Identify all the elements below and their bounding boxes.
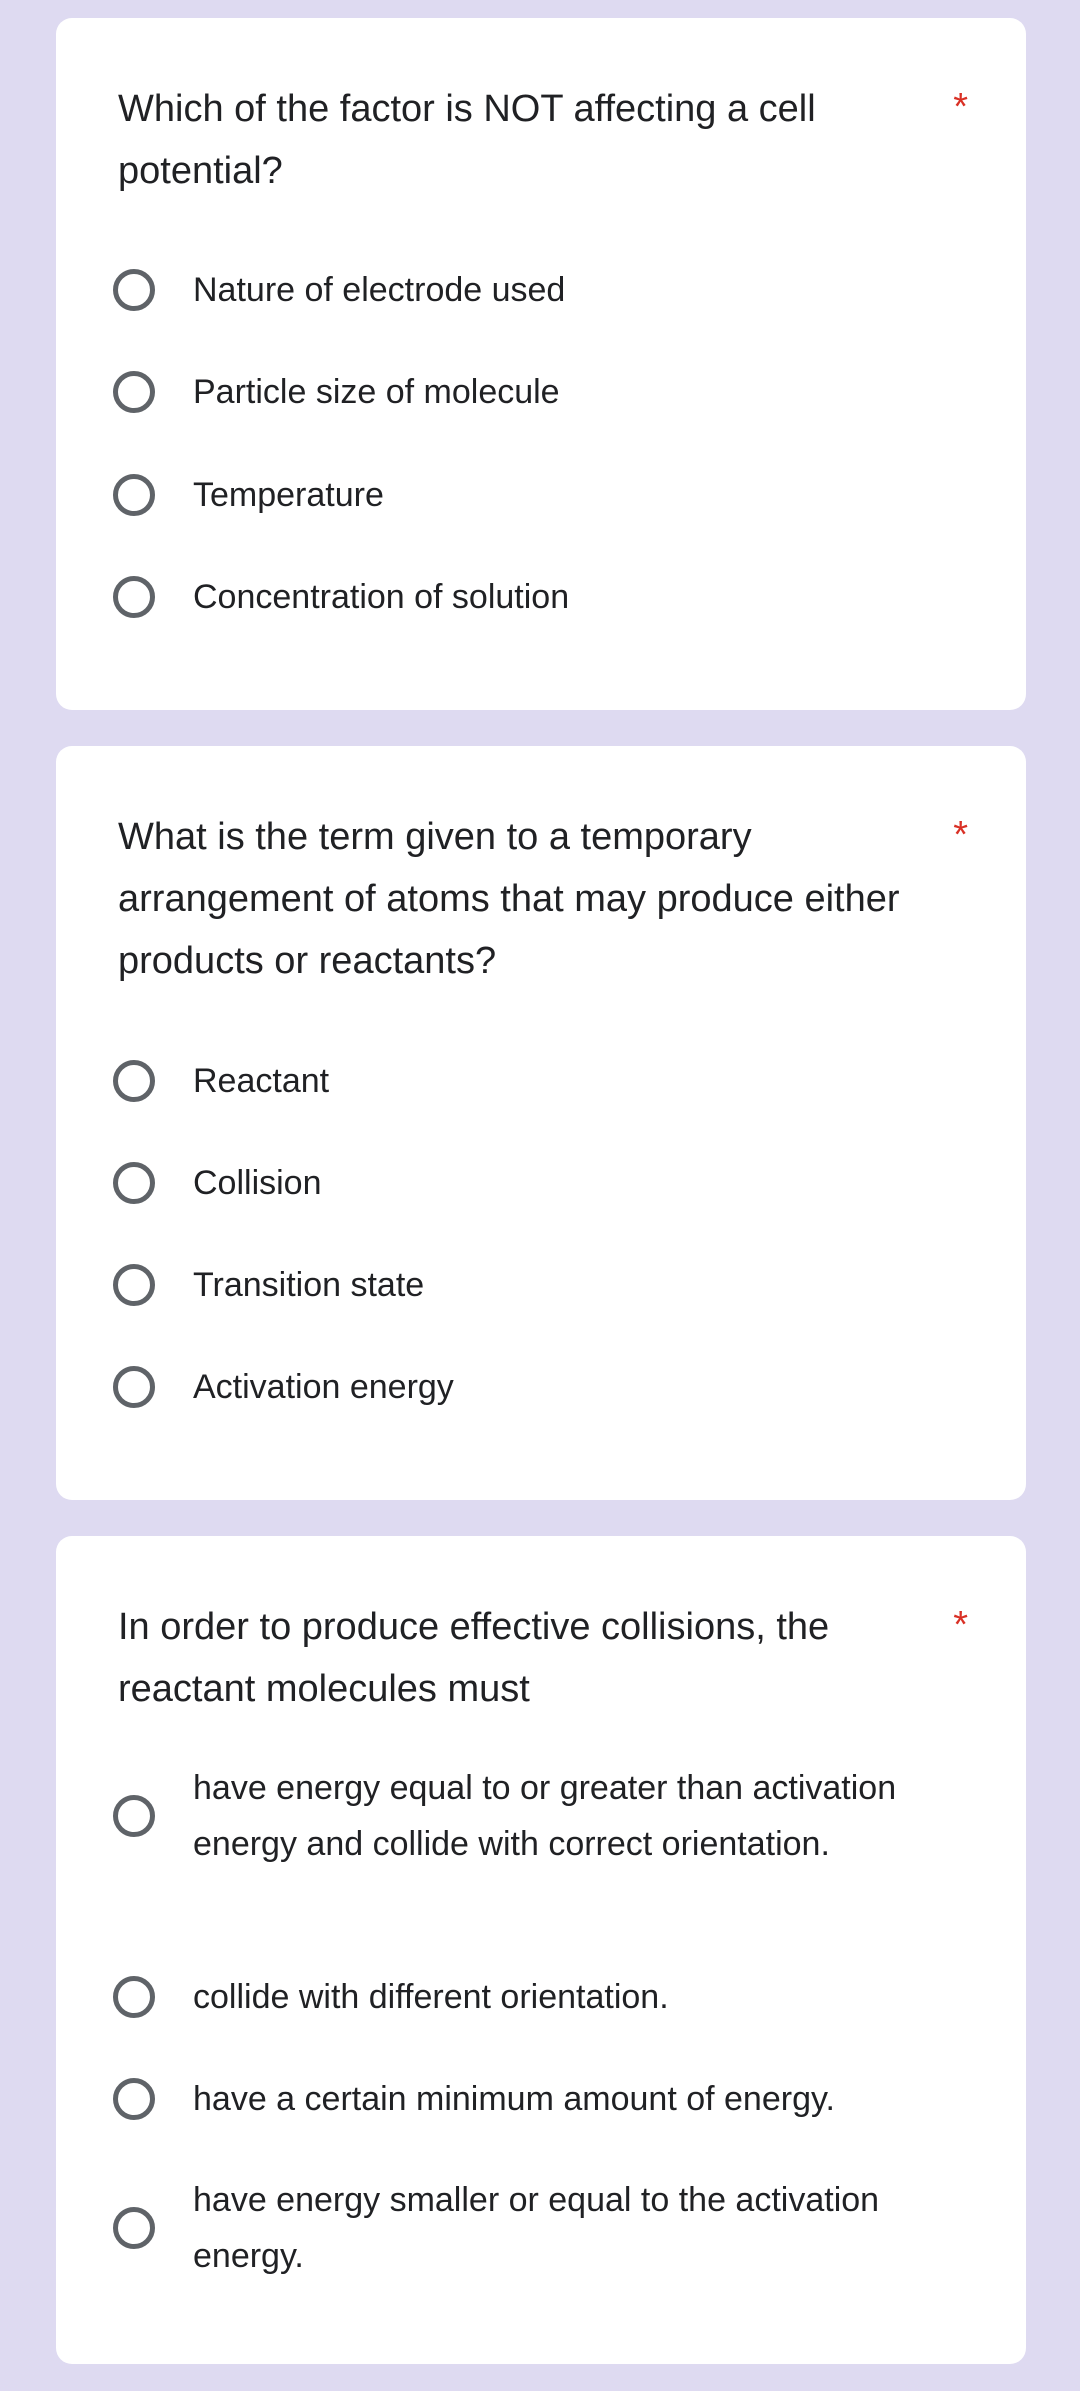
required-asterisk: * (953, 86, 968, 128)
radio-option[interactable] (56, 1053, 936, 1109)
option-label: Transition state (193, 1266, 425, 1304)
radio-button-icon[interactable] (113, 474, 155, 516)
radio-option[interactable] (56, 1257, 936, 1313)
option-label: Collision (193, 1164, 322, 1202)
radio-option[interactable] (56, 1359, 936, 1415)
radio-button-icon[interactable] (113, 1795, 155, 1837)
radio-button-icon[interactable] (113, 2078, 155, 2120)
question-card-2 (56, 746, 1026, 1500)
option-label: Nature of electrode used (193, 271, 566, 309)
radio-button-icon[interactable] (113, 576, 155, 618)
radio-button-icon[interactable] (113, 2207, 155, 2249)
radio-button-icon[interactable] (113, 1060, 155, 1102)
question-card-1 (56, 18, 1026, 710)
radio-option[interactable] (56, 1969, 936, 2025)
radio-button-icon[interactable] (113, 1264, 155, 1306)
option-label: have energy equal to or greater than activation energy and collide with correct orientation. (193, 1769, 897, 1863)
option-label: Concentration of solution (193, 578, 570, 616)
question-title: In order to produce effective collisions, the reactant molecules must (118, 1606, 830, 1710)
question-title: Which of the factor is NOT affecting a cell potential? (118, 88, 816, 192)
radio-option[interactable] (56, 262, 936, 318)
radio-option[interactable] (56, 467, 936, 523)
radio-button-icon[interactable] (113, 269, 155, 311)
option-label: Reactant (193, 1062, 330, 1100)
option-label: Activation energy (193, 1368, 454, 1406)
radio-option[interactable] (56, 1155, 936, 1211)
question-card-3 (56, 1536, 1026, 2364)
option-label: Temperature (193, 476, 384, 514)
option-label: have energy smaller or equal to the activation energy. (193, 2181, 880, 2275)
radio-button-icon[interactable] (113, 1366, 155, 1408)
option-label: have a certain minimum amount of energy. (193, 2080, 835, 2118)
radio-button-icon[interactable] (113, 1162, 155, 1204)
option-label: collide with different orientation. (193, 1978, 669, 2016)
radio-option[interactable] (56, 2071, 936, 2127)
required-asterisk: * (953, 814, 968, 856)
radio-option[interactable] (56, 569, 936, 625)
radio-button-icon[interactable] (113, 371, 155, 413)
question-title: What is the term given to a temporary arrangement of atoms that may produce either products or reactants? (118, 816, 900, 982)
option-label: Particle size of molecule (193, 373, 560, 411)
radio-option[interactable] (56, 1760, 936, 1872)
radio-option[interactable] (56, 364, 936, 420)
required-asterisk: * (953, 1604, 968, 1646)
radio-option[interactable] (56, 2172, 936, 2284)
radio-button-icon[interactable] (113, 1976, 155, 2018)
